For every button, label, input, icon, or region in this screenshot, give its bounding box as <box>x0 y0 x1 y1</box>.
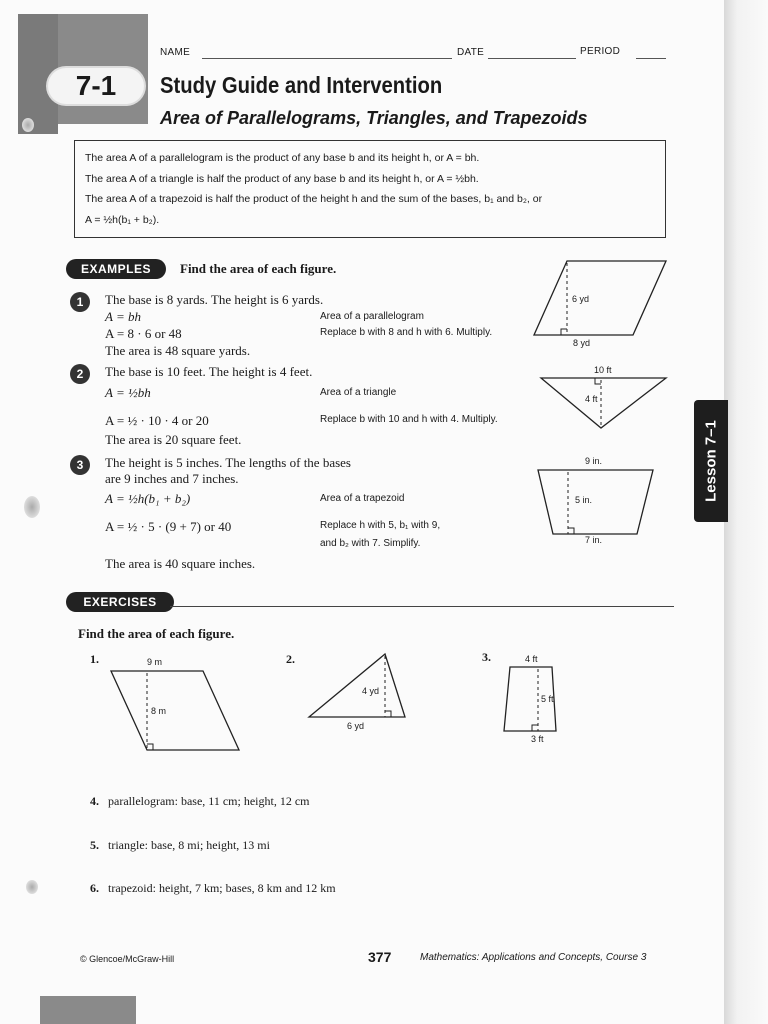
exercise-1-number: 1. <box>90 652 99 666</box>
exercise-2-number: 2. <box>286 652 295 666</box>
exercises-rule <box>170 606 674 607</box>
footer-page-number: 377 <box>368 949 392 965</box>
footer-tab-graphic <box>40 996 136 1024</box>
example-3-step1: A = ½h(b₁ + b₂) <box>105 491 191 506</box>
example-3-statement-2: are 9 inches and 7 inches. <box>105 471 239 486</box>
example-2-height-label: 4 ft <box>585 394 598 404</box>
footer-copyright: © Glencoe/McGraw-Hill <box>80 954 175 964</box>
problem-5-number: 5. <box>90 838 99 852</box>
exercises-heading: Find the area of each figure. <box>78 626 235 641</box>
exercise-2-base-label: 6 yd <box>347 721 365 731</box>
exercises-label: EXERCISES <box>66 592 174 612</box>
definitions-box <box>74 140 666 238</box>
exercise-3-top-label: 4 ft <box>525 654 538 664</box>
page-subtitle: Area of Parallelograms, Triangles, and Trapezoids <box>160 108 588 128</box>
example-2-base-label: 10 ft <box>594 365 612 375</box>
period-field-line[interactable] <box>636 58 666 59</box>
punch-hole <box>22 118 34 132</box>
punch-hole <box>24 496 40 518</box>
example-2-triangle-figure <box>538 374 668 432</box>
example-2-statement: The base is 10 feet. The height is 4 feet. <box>105 364 313 379</box>
example-3-height-label: 5 in. <box>575 495 593 505</box>
example-1-result: The area is 48 square yards. <box>105 343 251 358</box>
exercise-1-parallelogram-figure <box>105 668 245 754</box>
example-number-1: 1 <box>70 292 90 312</box>
example-number-3: 3 <box>70 455 90 475</box>
example-3-step2: A = ½ · 5 · (9 + 7) or 40 <box>105 519 232 534</box>
example-1-statement: The base is 8 yards. The height is 6 yards. <box>105 292 324 307</box>
example-2-note2: Replace b with 10 and h with 4. Multiply. <box>320 414 498 425</box>
problem-5-text: triangle: base, 8 mi; height, 13 mi <box>108 838 270 852</box>
definition-triangle: The area A of a triangle is half the product of any base b and its height h, or A = ½bh. <box>85 173 479 185</box>
example-1-parallelogram-figure <box>530 255 675 350</box>
example-3-bottom-label: 7 in. <box>585 535 603 545</box>
punch-hole <box>26 880 38 894</box>
definition-trapezoid: The area A of a trapezoid is half the product of the height h and the sum of the bases, b₁ and b₂, or <box>85 193 543 205</box>
definition-trapezoid-formula: A = ½h(b₁ + b₂). <box>85 214 160 226</box>
exercise-2-height-label: 4 yd <box>362 686 380 696</box>
example-2-note1: Area of a triangle <box>320 387 397 398</box>
example-1-step2: A = 8 · 6 or 48 <box>105 326 182 341</box>
problem-4-text: parallelogram: base, 11 cm; height, 12 cm <box>108 794 310 808</box>
problem-4-number: 4. <box>90 794 99 808</box>
example-1-height-label: 6 yd <box>572 294 590 304</box>
lesson-side-tab-label: Lesson 7–1 <box>702 420 720 502</box>
date-label: DATE <box>457 47 485 58</box>
name-label: NAME <box>160 47 191 58</box>
example-3-trapezoid-figure <box>535 466 660 538</box>
example-2-result: The area is 20 square feet. <box>105 432 242 447</box>
example-1-note1: Area of a parallelogram <box>320 311 424 322</box>
example-1-note2: Replace b with 8 and h with 6. Multiply. <box>320 327 493 338</box>
page-edge-shadow <box>724 0 768 1024</box>
example-2-step1: A = ½bh <box>105 385 151 400</box>
definition-parallelogram: The area A of a parallelogram is the product of any base b and its height h, or A = bh. <box>85 152 480 164</box>
example-3-top-label: 9 in. <box>585 456 603 466</box>
problem-6-number: 6. <box>90 881 99 895</box>
exercise-3-number: 3. <box>482 650 491 664</box>
problem-6-text: trapezoid: height, 7 km; bases, 8 km and 12 km <box>108 881 336 895</box>
example-3-note2b: and b₂ with 7. Simplify. <box>320 538 421 549</box>
exercise-2-triangle-figure <box>305 650 410 720</box>
period-label: PERIOD <box>580 46 621 57</box>
example-3-result: The area is 40 square inches. <box>105 556 256 571</box>
example-2-step2: A = ½ · 10 · 4 or 20 <box>105 413 209 428</box>
example-3-note2: Replace h with 5, b₁ with 9, <box>320 520 441 531</box>
footer-book-title: Mathematics: Applications and Concepts, Course 3 <box>420 952 647 963</box>
lesson-side-tab <box>694 400 728 522</box>
example-1-base-label: 8 yd <box>573 338 591 348</box>
examples-heading: Find the area of each figure. <box>180 261 337 276</box>
exercise-3-bottom-label: 3 ft <box>531 734 544 744</box>
page-title: Study Guide and Intervention <box>160 72 443 98</box>
examples-label: EXAMPLES <box>66 259 166 279</box>
example-number-2: 2 <box>70 364 90 384</box>
name-field-line[interactable] <box>202 58 452 59</box>
lesson-number-badge: 7-1 <box>48 68 144 104</box>
example-3-statement: The height is 5 inches. The lengths of the bases <box>105 455 351 470</box>
exercise-3-height-label: 5 ft <box>541 694 554 704</box>
date-field-line[interactable] <box>488 58 576 59</box>
example-1-step1: A = bh <box>105 309 141 324</box>
exercise-1-height-label: 8 m <box>151 706 167 716</box>
example-3-note1: Area of a trapezoid <box>320 493 405 504</box>
exercise-1-top-label: 9 m <box>147 657 163 667</box>
